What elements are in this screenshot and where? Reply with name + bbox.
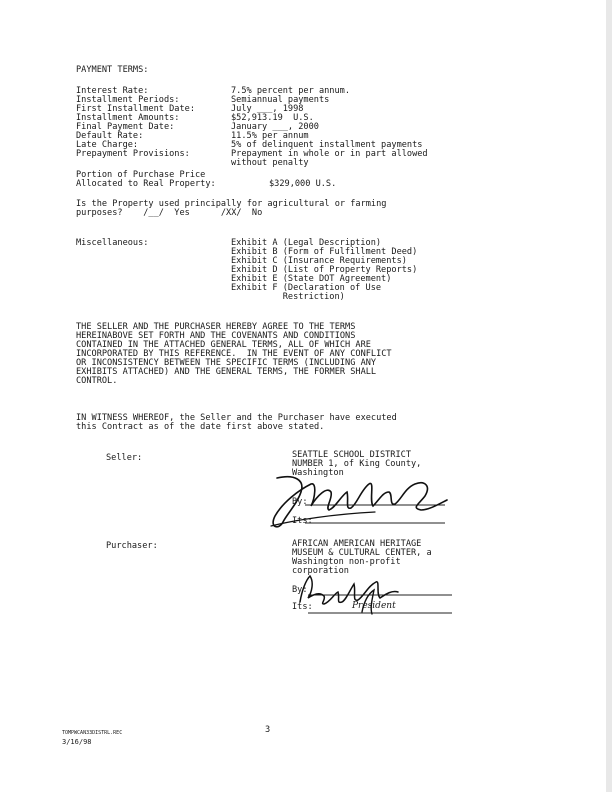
exhibit-item: Exhibit A (Legal Description) xyxy=(231,238,382,248)
term-label: Installment Periods: xyxy=(76,95,180,105)
term-value: Semiannual payments xyxy=(231,95,330,105)
footer-file-code: TOMPWCAN33DISTRL.REC xyxy=(62,730,123,736)
term-value: $52,913.19 U.S. xyxy=(231,113,314,123)
agreement-line: HEREINABOVE SET FORTH AND THE COVENANTS AND CONDITIONS xyxy=(76,331,356,341)
exhibit-item: Exhibit D (List of Property Reports) xyxy=(231,265,418,275)
portion-value: $329,000 U.S. xyxy=(269,179,337,189)
purchaser-name-line: Washington non-profit xyxy=(292,557,401,567)
agreement-line: OR INCONSISTENCY BETWEEN THE SPECIFIC TERMS (INCLUDING ANY xyxy=(76,358,377,368)
term-label: Installment Amounts: xyxy=(76,113,180,123)
term-label: Late Charge: xyxy=(76,140,139,150)
exhibit-item: Exhibit C (Insurance Requirements) xyxy=(231,256,407,266)
seller-its-label: Its: xyxy=(292,516,313,526)
purchaser-name-line: AFRICAN AMERICAN HERITAGE xyxy=(292,539,422,549)
term-label: Final Payment Date: xyxy=(76,122,175,132)
misc-label: Miscellaneous: xyxy=(76,238,149,248)
purchaser-label: Purchaser: xyxy=(106,541,158,551)
property-question-line1: Is the Property used principally for agricultural or farming xyxy=(76,199,387,209)
term-value: January ___, 2000 xyxy=(231,122,319,132)
agreement-line: CONTROL. xyxy=(76,376,118,386)
purchaser-signature xyxy=(280,572,470,622)
payment-terms-heading: PAYMENT TERMS: xyxy=(76,65,149,75)
witness-line: this Contract as of the date first above stated. xyxy=(76,422,325,432)
page-number: 3 xyxy=(265,725,271,735)
witness-line: IN WITNESS WHEREOF, the Seller and the Purchaser have executed xyxy=(76,413,397,423)
agreement-line: CONTAINED IN THE ATTACHED GENERAL TERMS, ALL OF WHICH ARE xyxy=(76,340,371,350)
seller-by-label: By: xyxy=(292,497,308,507)
term-value: July ___, 1998 xyxy=(231,104,304,114)
exhibit-item: Exhibit E (State DOT Agreement) xyxy=(231,274,392,284)
exhibit-item: Exhibit F (Declaration of Use xyxy=(231,283,382,293)
purchaser-its-value: President xyxy=(352,601,396,611)
purchaser-name-line: corporation xyxy=(292,566,349,576)
term-value: Prepayment in whole or in part allowed xyxy=(231,149,428,159)
purchaser-by-label: By: xyxy=(292,585,308,595)
portion-label-line1: Portion of Purchase Price xyxy=(76,170,206,180)
seller-name-line: NUMBER 1, of King County, xyxy=(292,459,422,469)
term-label: Default Rate: xyxy=(76,131,144,141)
seller-signature xyxy=(265,470,465,540)
agreement-line: INCORPORATED BY THIS REFERENCE. IN THE EVENT OF ANY CONFLICT xyxy=(76,349,392,359)
purchaser-its-label: Its: xyxy=(292,602,313,612)
seller-name-line: Washington xyxy=(292,468,344,478)
term-label: Prepayment Provisions: xyxy=(76,149,190,159)
term-label: Interest Rate: xyxy=(76,86,149,96)
exhibit-item: Restriction) xyxy=(231,292,345,302)
term-value: 11.5% per annum xyxy=(231,131,309,141)
seller-label: Seller: xyxy=(106,453,143,463)
term-value: without penalty xyxy=(231,158,309,168)
portion-label-line2: Allocated to Real Property: xyxy=(76,179,216,189)
term-value: 5% of delinquent installment payments xyxy=(231,140,423,150)
agreement-line: THE SELLER AND THE PURCHASER HEREBY AGREE TO THE TERMS xyxy=(76,322,356,332)
exhibit-item: Exhibit B (Form of Fulfillment Deed) xyxy=(231,247,418,257)
agreement-line: EXHIBITS ATTACHED) AND THE GENERAL TERMS, THE FORMER SHALL xyxy=(76,367,377,377)
purchaser-name-line: MUSEUM & CULTURAL CENTER, a xyxy=(292,548,432,558)
term-label: First Installment Date: xyxy=(76,104,195,114)
seller-name-line: SEATTLE SCHOOL DISTRICT xyxy=(292,450,411,460)
footer-date: 3/16/98 xyxy=(62,738,92,746)
scan-edge-shadow xyxy=(606,0,612,792)
property-question-line2: purposes? /__/ Yes /XX/ No xyxy=(76,208,263,218)
term-value: 7.5% percent per annum. xyxy=(231,86,350,96)
